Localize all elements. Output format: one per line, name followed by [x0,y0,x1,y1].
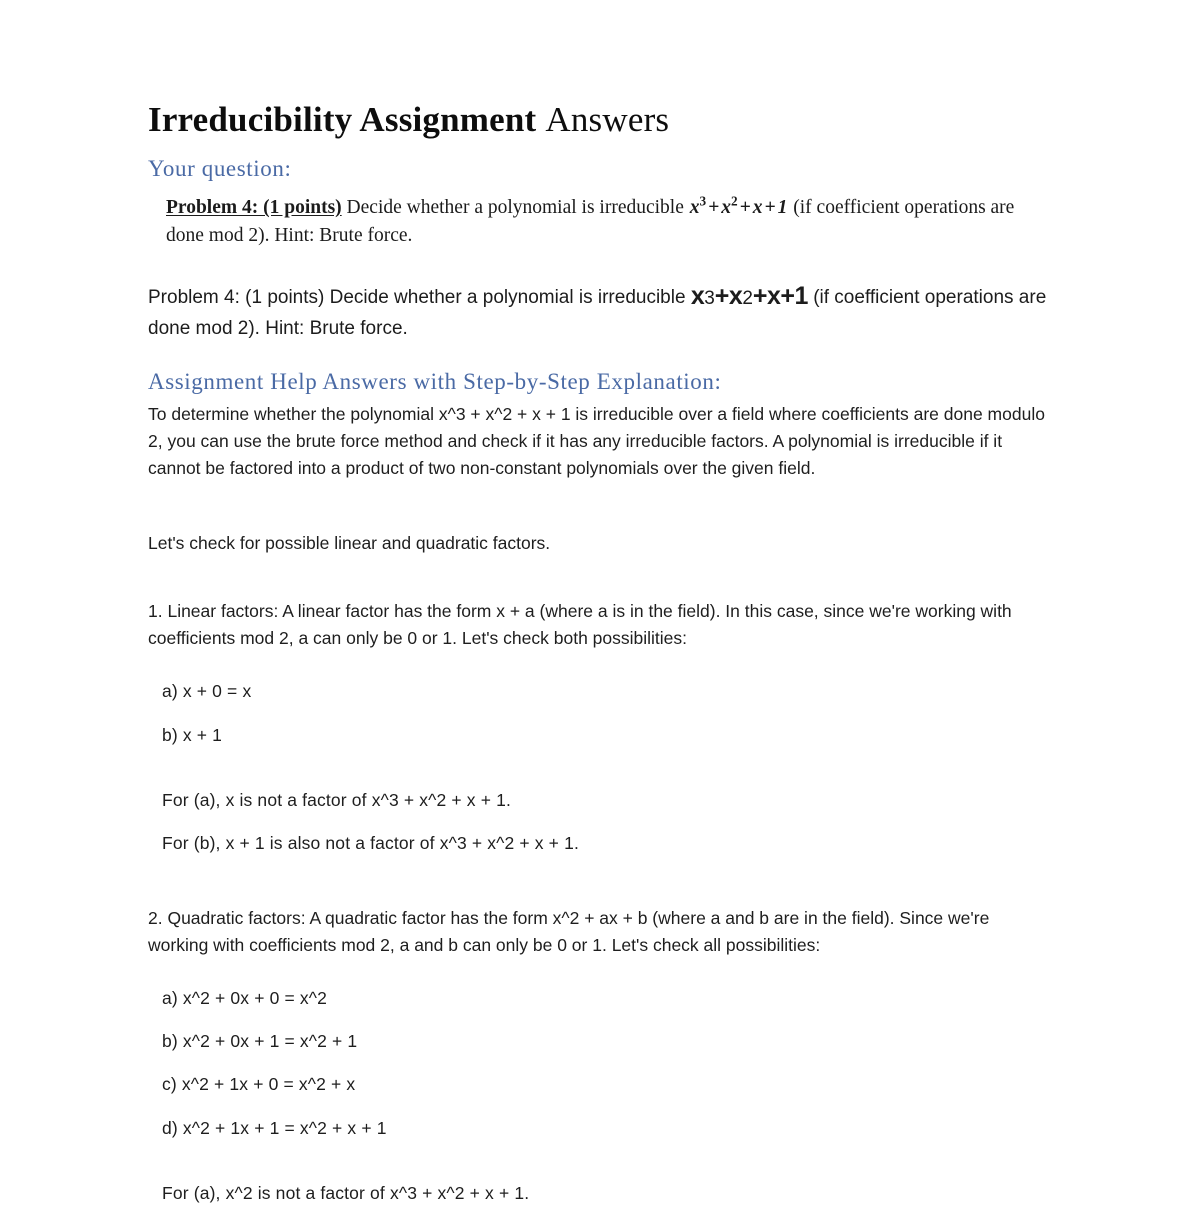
list-item: a) x^2 + 0x + 0 = x^2 [162,988,328,1009]
math-term-3: x [752,197,763,219]
scanned-question-lead: Problem 4: (1 points) [166,197,342,219]
list-item: For (a), x^2 is not a factor of x^3 + x^2 + x + 1. [162,1182,530,1203]
flat-term-1: x [690,281,705,310]
quadratic-factor-conclusions [148,1180,1053,1207]
math-operator-2: + [739,197,751,219]
math-term-1-exponent: 3 [699,193,707,209]
flat-operator-3: + [780,281,795,310]
quadratic-factors-paragraph: 2. Quadratic factors: A quadratic factor has the form x^2 + ax + b (where a and b are in the field). Since we're working with coefficients mod 2, a and b can only be 0 or 1. Let's check all possibilities: [148,907,990,956]
math-term-2-exponent: 2 [731,193,738,209]
scanned-question-text-after: (if coefficient operations are done mod 2). Hint: Brute force. [166,197,1015,246]
your-question-heading: Your question: [148,156,292,182]
restated-text-before: Problem 4: (1 points) Decide whether a polynomial is irreducible [148,286,691,308]
linear-factor-conclusions [148,787,1053,857]
math-term-4: 1 [777,197,788,219]
flat-term-4: 1 [794,281,808,310]
list-item: b) x^2 + 0x + 1 = x^2 + 1 [162,1031,358,1052]
flat-exponent-2: 2 [742,287,753,309]
flat-operator-1: + [714,281,729,310]
restated-text-after: (if coefficient operations are done mod 2). Hint: Brute force. [148,286,1047,339]
flat-exponent-1: 3 [704,287,715,309]
lets-check-paragraph: Let's check for possible linear and quadratic factors. [148,533,551,554]
intro-paragraph: To determine whether the polynomial x^3 + x^2 + x + 1 is irreducible over a field where coefficients are done modulo 2, you can use the brute force method and check if it has any irreducible factors. A polynomial is irreducible if it cannot be factored into a product of two non-constant polynomials over the given field. [148,403,1045,478]
linear-factors-paragraph: 1. Linear factors: A linear factor has the form x + a (where a is in the field). In this case, since we're working with coefficients mod 2, a can only be 0 or 1. Let's check both possibilities: [148,601,1012,649]
math-operator-1: + [708,197,720,219]
page-title-bold: Irreducibility Assignment [148,100,537,139]
list-item: For (a), x is not a factor of x^3 + x^2 + x + 1. [162,789,511,810]
restated-question [148,278,1053,343]
linear-factor-options [148,678,1053,748]
flat-operator-2: + [752,281,767,310]
math-operator-3: + [764,197,776,219]
scanned-question-block [166,194,1056,249]
scanned-question-text-before: Decide whether a polynomial is irreducible [341,197,689,219]
math-term-2-base: x [721,197,732,219]
list-item: d) x^2 + 1x + 1 = x^2 + x + 1 [162,1117,387,1138]
flat-term-3: x [767,281,781,310]
scanned-math-expression [689,193,789,219]
flat-term-2: x [728,281,743,310]
restated-math-expression [691,282,808,310]
answers-heading: Assignment Help Answers with Step-by-Step Explanation: [148,368,722,394]
math-term-1-base: x [689,197,700,219]
list-item: a) x + 0 = x [162,681,252,702]
page-title-regular: Answers [545,100,670,139]
page-title [148,100,1053,140]
list-item: For (b), x + 1 is also not a factor of x^3 + x^2 + x + 1. [162,832,579,853]
list-item: b) x + 1 [162,724,223,745]
quadratic-factor-options [148,985,1053,1142]
list-item: c) x^2 + 1x + 0 = x^2 + x [162,1074,356,1095]
